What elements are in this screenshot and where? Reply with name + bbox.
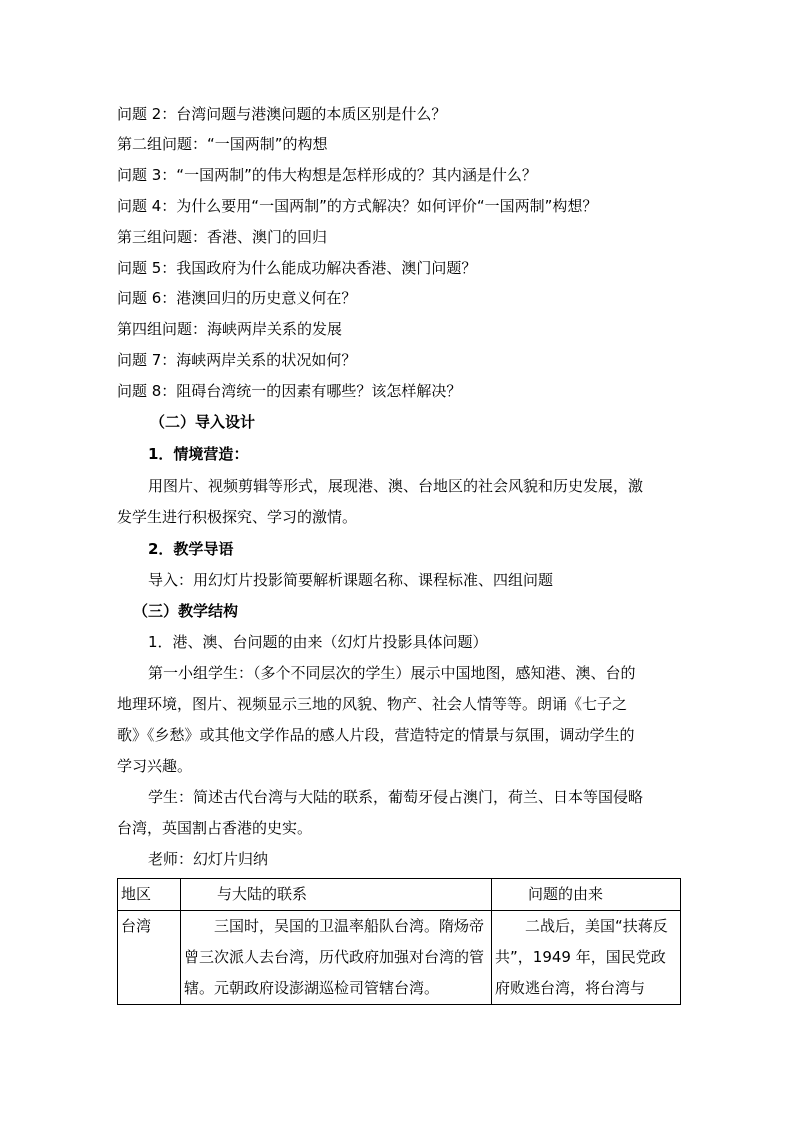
- question-2: 问题 2：台湾问题与港澳问题的本质区别是什么？: [117, 105, 447, 123]
- table-cell-region: 台湾: [118, 911, 181, 1005]
- table-cell-origin: [492, 911, 681, 1005]
- table-header-row: [118, 879, 681, 911]
- section-2-heading: （二）导入设计: [150, 413, 256, 431]
- relation-text: 三国时，吴国的卫温率船队台湾。隋炀帝曾三次派人去台湾，历代政府加强对台湾的管辖。元朝政府设澎湖巡检司管辖台湾。: [184, 917, 485, 997]
- question-5: 问题 5：我国政府为什么能成功解决香港、澳门问题？: [117, 259, 477, 277]
- question-4: 问题 4：为什么要用“一国两制”的方式解决？如何评价“一国两制”构想？: [117, 197, 598, 215]
- history-table: [117, 878, 681, 1005]
- section-3-para-3: 老师：幻灯片归纳: [148, 850, 269, 868]
- section-2-para-2: 导入：用幻灯片投影简要解析课题名称、课程标准、四组问题: [148, 571, 554, 589]
- section-3-sub-1: 1．港、澳、台问题的由来（幻灯片投影具体问题）: [148, 633, 488, 651]
- table-cell-relation: [181, 911, 492, 1005]
- section-3-para-2-line-2: 台湾，英国割占香港的史实。: [117, 819, 313, 837]
- section-2-para-1-line-1: 用图片、视频剪辑等形式，展现港、澳、台地区的社会风貌和历史发展，激: [148, 477, 644, 495]
- section-3-heading: （三）教学结构: [133, 602, 239, 620]
- table-header-relation: 与大陆的联系: [181, 879, 492, 911]
- section-2-sub-1: 1．情境营造：: [148, 445, 249, 463]
- section-2-sub-2: 2．教学导语: [148, 540, 234, 558]
- group-2-heading: 第二组问题：“一国两制”的构想: [117, 135, 328, 153]
- question-8: 问题 8：阻碍台湾统一的因素有哪些？该怎样解决？: [117, 382, 462, 400]
- section-3-para-1-line-4: 学习兴趣。: [117, 757, 193, 775]
- question-6: 问题 6：港澳回归的历史意义何在？: [117, 289, 357, 307]
- origin-text: 二战后，美国“扶蒋反共”，1949 年，国民党政府败逃台湾，将台湾与: [495, 917, 668, 997]
- section-3-para-1-line-2: 地理环境，图片、视频显示三地的风貌、物产、社会人情等等。朗诵《七子之: [117, 695, 628, 713]
- group-4-heading: 第四组问题：海峡两岸关系的发展: [117, 320, 343, 338]
- section-2-para-1-line-2: 发学生进行积极探究、学习的激情。: [117, 508, 358, 526]
- section-3-para-1-line-3: 歌》《乡愁》或其他文学作品的感人片段，营造特定的情景与氛围，调动学生的: [117, 726, 635, 744]
- table-header-origin: 问题的由来: [492, 879, 681, 911]
- group-3-heading: 第三组问题：香港、澳门的回归: [117, 228, 328, 246]
- section-3-para-1-line-1: 第一小组学生：（多个不同层次的学生）展示中国地图，感知港、澳、台的: [148, 664, 636, 682]
- table-header-region: 地区: [118, 879, 181, 911]
- question-3: 问题 3：“一国两制”的伟大构想是怎样形成的？其内涵是什么？: [117, 166, 537, 184]
- section-3-para-2-line-1: 学生：简述古代台湾与大陆的联系，葡萄牙侵占澳门，荷兰、日本等国侵略: [148, 788, 644, 806]
- table-row: [118, 911, 681, 1005]
- question-7: 问题 7：海峡两岸关系的状况如何？: [117, 351, 357, 369]
